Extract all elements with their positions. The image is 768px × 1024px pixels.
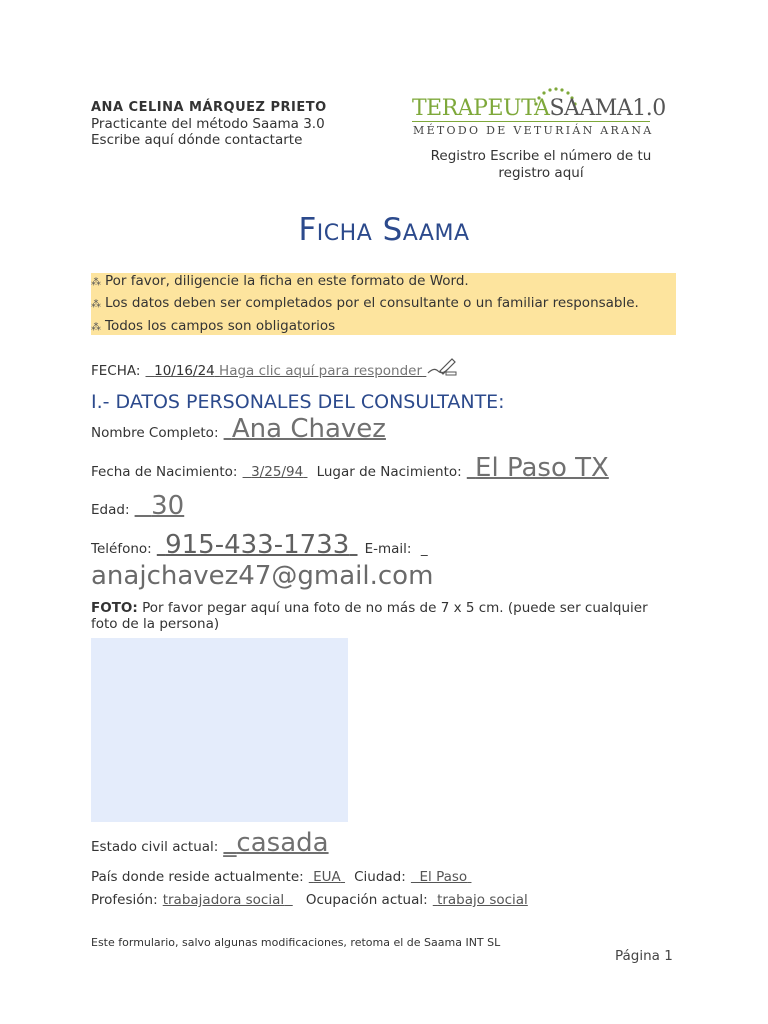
edad-field[interactable]: 30 (151, 491, 185, 521)
residencia-row (91, 866, 471, 885)
page-number: Página 1 (615, 948, 673, 964)
telefono-row: Teléfono: 915-433-1733 E-mail: _ (91, 530, 428, 560)
notice-item: ⁂ Por favor, diligencie la ficha en este formato de Word. (91, 273, 469, 289)
signature-pen-icon (426, 357, 458, 377)
registro-field[interactable]: Registro Escribe el número de tu registro aquí (430, 148, 652, 181)
footer-note: Este formulario, salvo algunas modificaciones, retoma el de Saama INT SL (91, 936, 501, 949)
lugar-nacimiento-field[interactable]: El Paso TX (475, 453, 609, 483)
telefono-label: Teléfono: (91, 541, 152, 557)
foto-label: FOTO: (91, 600, 138, 616)
notice-item: ⁂ Los datos deben ser completados por el consultante o un familiar responsable. (91, 295, 639, 311)
telefono-field[interactable]: 915-433-1733 (165, 530, 350, 560)
notice-item: ⁂ Todos los campos son obligatorios (91, 318, 336, 334)
fecha-field[interactable]: 10/16/24 Haga clic aquí para responder (146, 363, 459, 379)
notice-box (91, 273, 676, 335)
profesion-row (91, 889, 528, 908)
ocupacion-label: Ocupación actual: (305, 892, 428, 908)
author-name: ANA CELINA MÁRQUEZ PRIETO (91, 100, 327, 115)
email-field[interactable]: anajchavez47@gmail.com (91, 561, 434, 591)
email-label: E-mail: (364, 541, 412, 557)
foto-instruction (91, 600, 651, 632)
estado-civil-field[interactable]: _casada (223, 828, 329, 858)
logo-text-green: TERAPEUTA (412, 96, 550, 121)
section-title-datos-personales: I.- DATOS PERSONALES DEL CONSULTANTE: (91, 391, 505, 413)
terapeuta-saama-logo (410, 86, 666, 142)
edad-label: Edad: (91, 502, 130, 518)
ciudad-label: Ciudad: (354, 869, 406, 885)
foto-text: Por favor pegar aquí una foto de no más de 7 x 5 cm. (puede ser cualquier foto de la persona) (91, 600, 648, 632)
profesion-field[interactable]: trabajadora social (162, 892, 285, 908)
ocupacion-field[interactable]: trabajo social (437, 892, 528, 908)
estado-civil-row (91, 828, 329, 858)
nombre-field[interactable]: Ana Chavez (231, 414, 386, 444)
nacimiento-row (91, 453, 609, 483)
fecha-nacimiento-label: Fecha de Nacimiento: (91, 464, 238, 480)
profesion-label: Profesión: (91, 892, 158, 908)
logo-text-gray: SAAMA1.0 (549, 96, 666, 121)
estado-civil-label: Estado civil actual: (91, 839, 219, 855)
email-row (91, 561, 433, 591)
practitioner-line: Practicante del método Saama 3.0 (91, 116, 325, 132)
lugar-nacimiento-label: Lugar de Nacimiento: (316, 464, 462, 480)
nombre-label: Nombre Completo: (91, 425, 219, 441)
fecha-row (91, 357, 458, 379)
photo-placeholder[interactable] (91, 638, 348, 822)
fecha-label: FECHA: (91, 363, 141, 379)
contact-line[interactable]: Escribe aquí dónde contactarte (91, 132, 303, 148)
bullet-icon: ⁂ (91, 299, 101, 310)
fecha-nacimiento-field[interactable]: 3/25/94 (251, 464, 304, 480)
ciudad-field[interactable]: El Paso (419, 869, 468, 885)
bullet-icon: ⁂ (91, 322, 101, 333)
edad-row (91, 491, 184, 521)
logo-subtitle: MÉTODO DE VETURIÁN ARANA (413, 124, 654, 137)
pais-label: País donde reside actualmente: (91, 869, 304, 885)
nombre-row (91, 414, 386, 444)
page-title: Ficha Saama (298, 212, 470, 248)
logo-divider (412, 121, 650, 122)
bullet-icon: ⁂ (91, 277, 101, 288)
pais-field[interactable]: EUA (313, 869, 341, 885)
